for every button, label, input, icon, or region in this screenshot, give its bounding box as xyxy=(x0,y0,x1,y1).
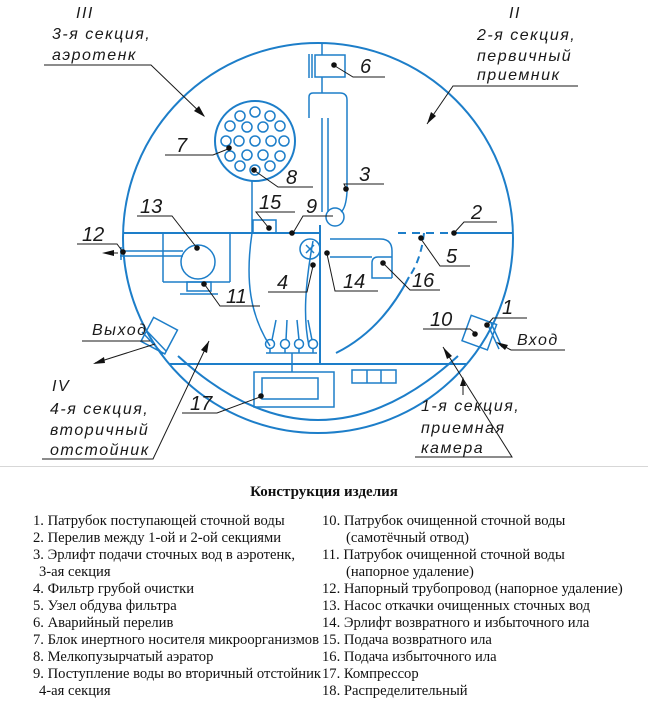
callout-7: 7 xyxy=(176,135,188,157)
section-4-label: 4-я секция, xyxy=(50,401,150,418)
section-2-label: 2-я секция, xyxy=(477,27,577,44)
callout-16: 16 xyxy=(412,270,435,292)
section-3-numeral: III xyxy=(76,5,94,22)
callout-11: 11 xyxy=(226,286,247,308)
callout-15: 15 xyxy=(259,192,282,214)
legend-line: 11. Патрубок очищенной сточной воды xyxy=(322,547,565,563)
legend-line: 3-ая секция xyxy=(39,564,111,580)
legend-line: (напорное удаление) xyxy=(346,564,474,580)
legend-line: 2. Перелив между 1-ой и 2-ой секциями xyxy=(33,530,282,546)
callout-17: 17 xyxy=(190,393,213,415)
overflow-box xyxy=(315,55,345,77)
callout-12: 12 xyxy=(82,224,105,246)
callout-9: 9 xyxy=(306,196,318,218)
section-4-numeral: IV xyxy=(52,378,71,395)
section-1-label: камера xyxy=(421,440,485,457)
callout-leaders xyxy=(77,62,527,413)
legend-line: 9. Поступление воды во вторичный отстойник xyxy=(33,666,322,682)
legend-line: 18. Распределительный xyxy=(322,683,468,699)
section-2-label: первичный xyxy=(477,48,573,65)
tank-circle xyxy=(123,43,513,433)
callout-13: 13 xyxy=(140,196,163,218)
section-4-label: вторичный xyxy=(50,422,150,439)
filter-and-weir xyxy=(253,220,320,259)
legend-line: 13. Насос откачки очищенных сточных вод xyxy=(322,598,591,614)
pump-base xyxy=(187,282,211,291)
callout-5: 5 xyxy=(446,246,458,268)
legend-column-left xyxy=(33,513,322,700)
section-2-label: приемник xyxy=(477,67,561,84)
tank-outline xyxy=(123,43,513,433)
arrow-icon xyxy=(102,250,114,256)
section-3-label: аэротенк xyxy=(52,47,137,64)
section-4-label: отстойник xyxy=(50,442,150,459)
pump-assembly xyxy=(120,233,230,294)
legend-line: 15. Подача возвратного ила xyxy=(322,632,492,648)
callout-14: 14 xyxy=(343,271,366,293)
legend-line: 10. Патрубок очищенной сточной воды xyxy=(322,513,566,529)
callout-3: 3 xyxy=(359,164,371,186)
compressor-assembly xyxy=(254,370,396,407)
legend-line: 17. Компрессор xyxy=(322,666,419,682)
flow-in-label: Вход xyxy=(517,332,559,349)
legend-line: 4. Фильтр грубой очистки xyxy=(33,581,195,597)
legend xyxy=(0,470,648,700)
legend-line: 14. Эрлифт возвратного и избыточного ила xyxy=(322,615,590,631)
callout-6: 6 xyxy=(360,56,372,78)
callout-4: 4 xyxy=(277,272,289,294)
section-1-label: приемная xyxy=(421,420,506,437)
flow-out-label: Выход xyxy=(92,322,148,339)
legend-line: 1. Патрубок поступающей сточной воды xyxy=(33,513,285,529)
terminal-box xyxy=(352,370,396,383)
section-2-numeral: II xyxy=(509,5,521,22)
callout-2: 2 xyxy=(471,202,483,224)
section-3-label: 3-я секция, xyxy=(52,26,152,43)
legend-title: Конструкция изделия xyxy=(250,484,398,500)
airlift-outlet xyxy=(326,208,344,226)
legend-column-right xyxy=(322,513,648,700)
arrow-icon xyxy=(201,341,209,353)
legend-line: 8. Мелкопузырчатый аэратор xyxy=(33,649,214,665)
arrow-icon xyxy=(443,347,452,359)
aerator-block xyxy=(215,101,298,233)
legend-line: (самотёчный отвод) xyxy=(346,530,470,546)
callout-1: 1 xyxy=(502,297,514,319)
section-1-label: 1-я секция, xyxy=(421,398,521,415)
legend-line: 3. Эрлифт подачи сточных вод в аэротенк, xyxy=(33,547,296,563)
legend-line: 4-ая секция xyxy=(39,683,111,699)
legend-line: 16. Подача избыточного ила xyxy=(322,649,497,665)
legend-line: 7. Блок инертного носителя микроорганизмов xyxy=(33,632,319,648)
callout-8: 8 xyxy=(286,167,298,189)
arrow-icon xyxy=(93,357,105,364)
arrow-icon xyxy=(427,112,436,124)
callout-10: 10 xyxy=(430,309,453,331)
legend-line: 6. Аварийный перелив xyxy=(33,615,174,631)
settler-bell xyxy=(249,233,317,372)
legend-line: 5. Узел обдува фильтра xyxy=(33,598,177,614)
divider-line xyxy=(0,466,648,467)
legend-line: 12. Напорный трубопровод (напорное удаление) xyxy=(322,581,623,597)
legend-columns xyxy=(0,513,648,700)
